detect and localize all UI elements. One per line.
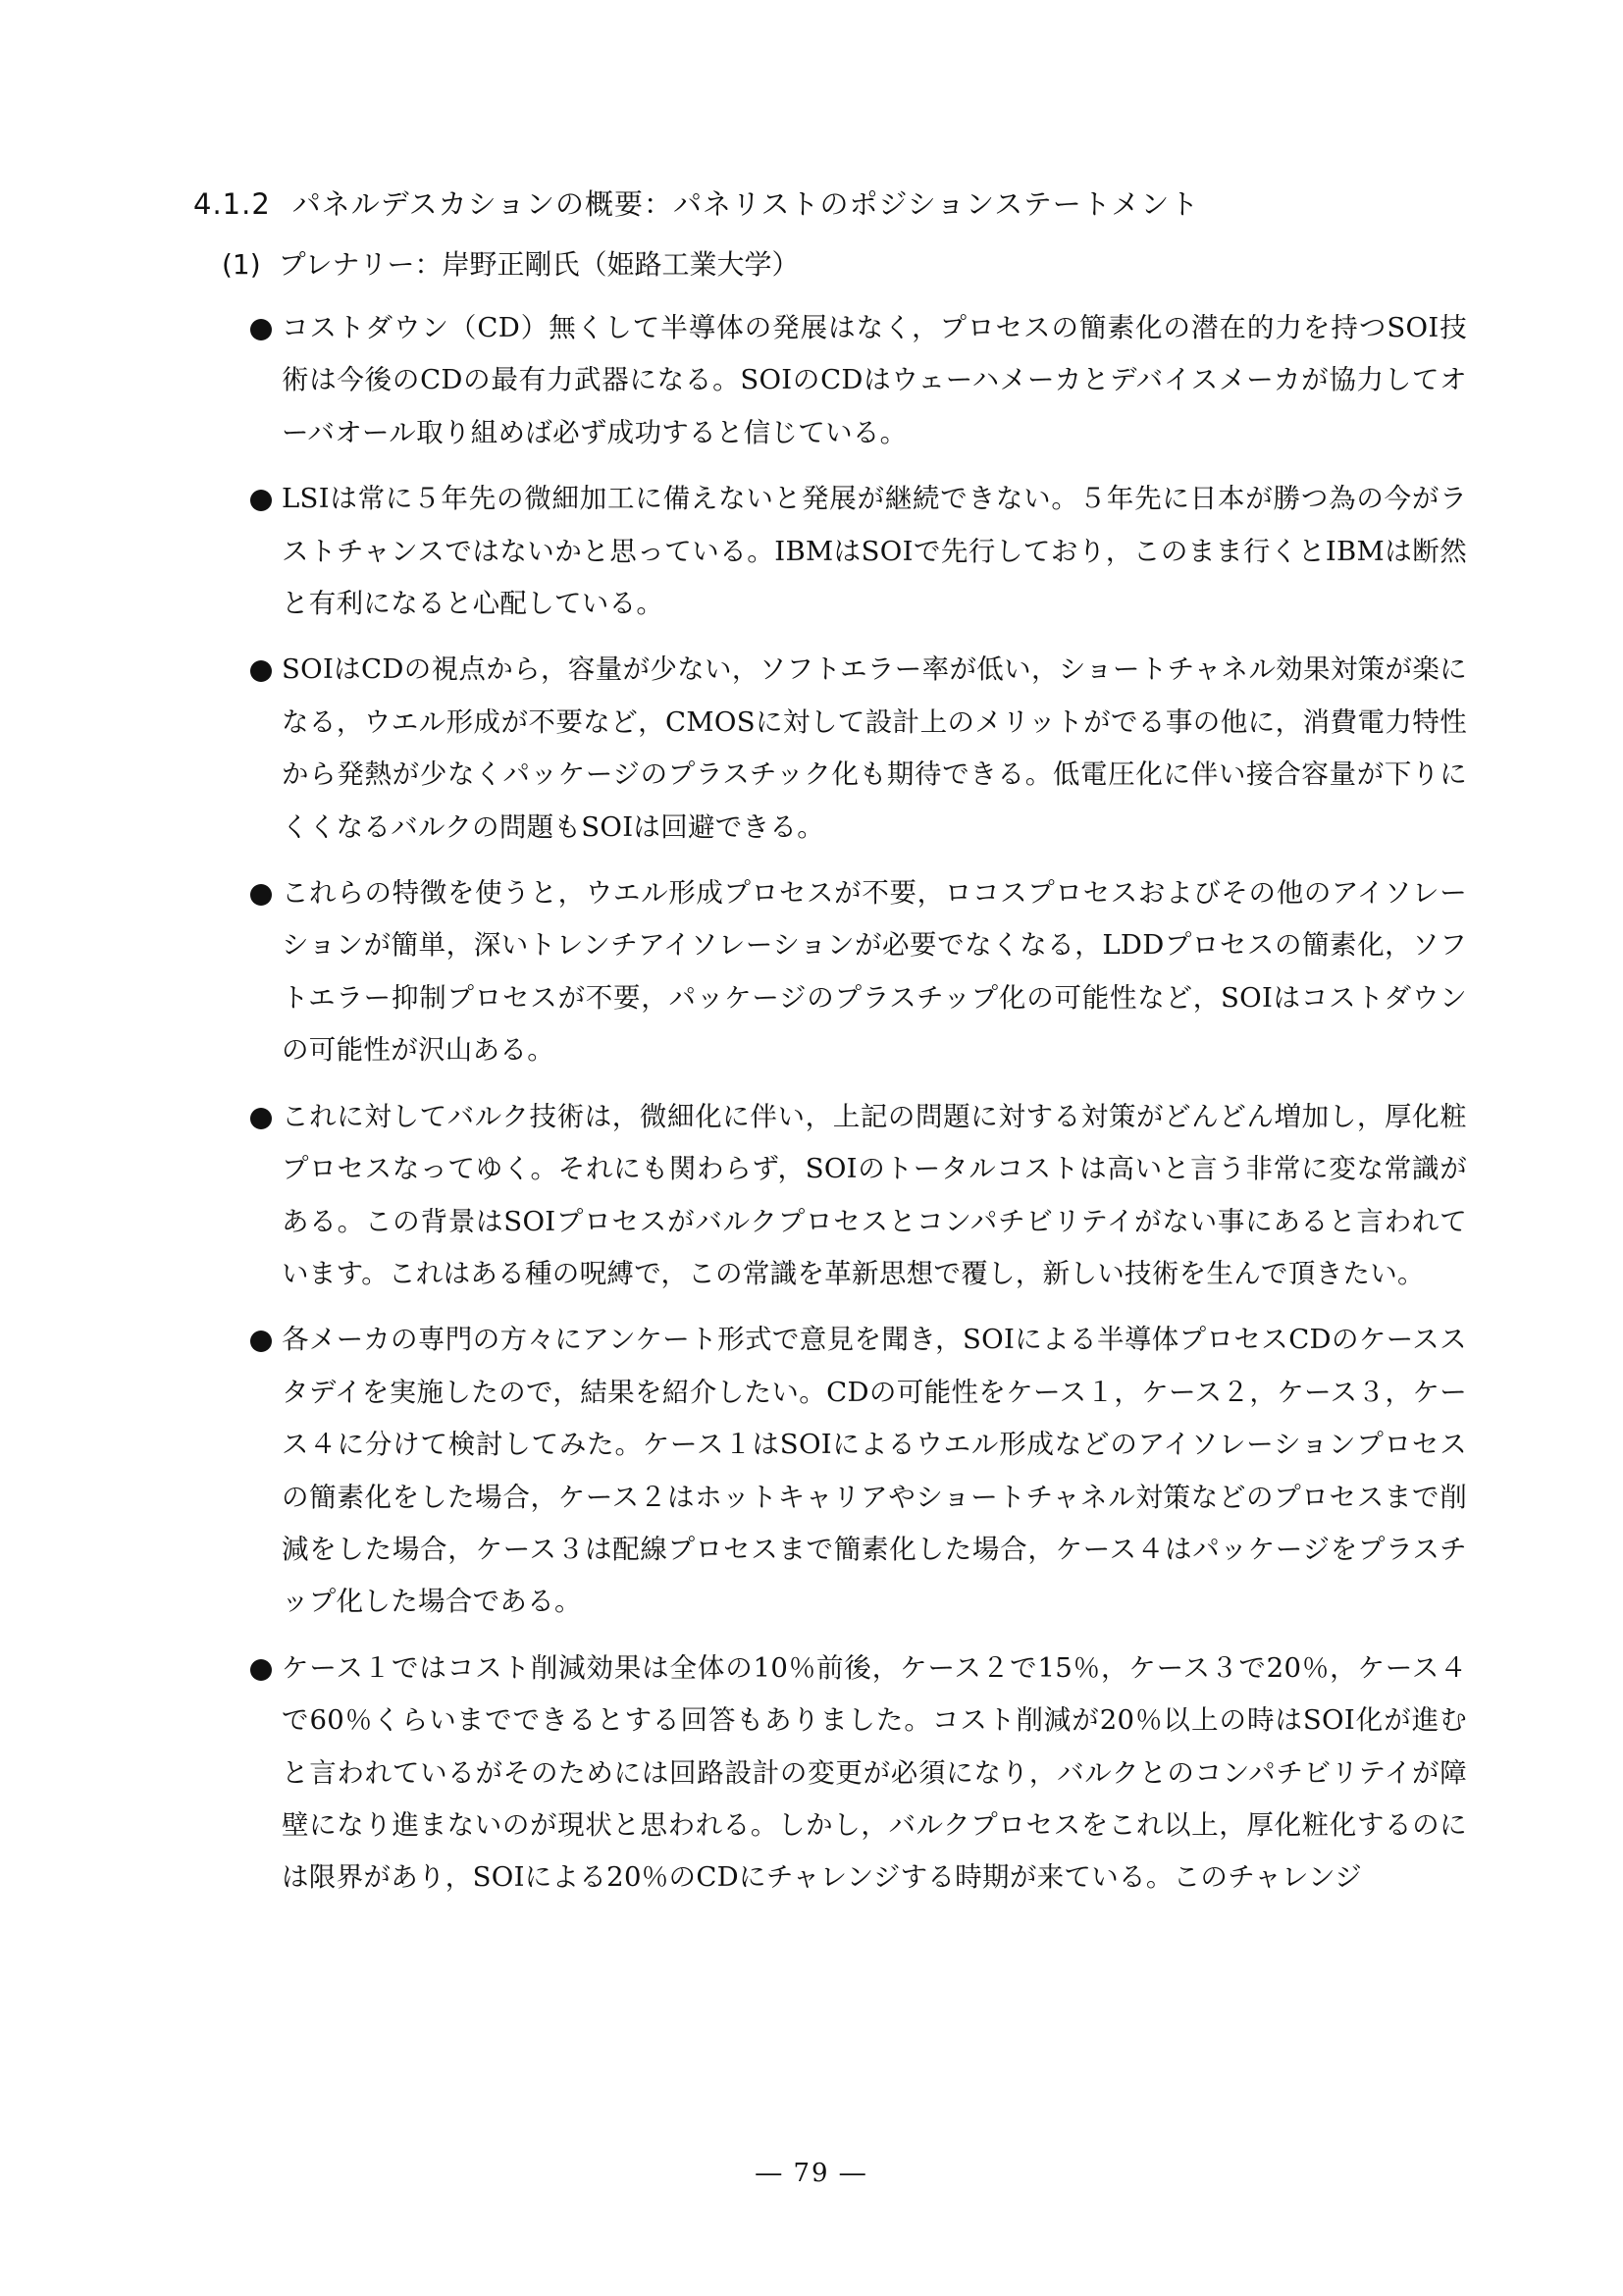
bullet-dot-icon <box>250 1108 272 1129</box>
subsection-heading <box>222 243 800 283</box>
bullet-item <box>250 867 1467 1077</box>
bullet-text: ケース１ではコスト削減効果は全体の10％前後，ケース２で15％，ケース３で20％，ケース４で60％くらいまでできるとする回答もありました。コスト削減が20％以上の時はSOI化が進むと言われているがそのためには回路設計の変更が必須になり，バルクとのコンパチビリテイが障壁になり進まないのが現状と思われる。しかし，バルクプロセスをこれ以上，厚化粧化するのには限界があり，SOIによる20％のCDにチャレンジする時期が来ている。このチャレンジ <box>282 1651 1467 1894</box>
bullet-dot-icon <box>250 490 272 511</box>
subsection-title: プレナリー：岸野正剛氏（姫路工業大学） <box>278 248 800 281</box>
bullet-dot-icon <box>250 1659 272 1681</box>
bullet-item <box>250 473 1467 630</box>
bullet-text: 各メーカの専門の方々にアンケート形式で意見を聞き，SOIによる半導体プロセスCDのケーススタデイを実施したので，結果を紹介したい。CDの可能性をケース１，ケース２，ケース３，ケース４に分けて検討してみた。ケース１はSOIによるウエル形成などのアイソレーションプロセスの簡素化をした場合，ケース２はホットキャリアやショートチャネル対策などのプロセスまで削減をした場合，ケース３は配線プロセスまで簡素化した場合，ケース４はパッケージをプラスチップ化した場合である。 <box>282 1324 1467 1618</box>
bullet-text: コストダウン（CD）無くして半導体の発展はなく，プロセスの簡素化の潜在的力を持つSOI技術は今後のCDの最有力武器になる。SOIのCDはウェーハメーカとデバイスメーカが協力してオーバオール取り組めば必ず成功すると信じている。 <box>282 312 1467 448</box>
bullet-item <box>250 1314 1467 1628</box>
bullet-text: これに対してバルク技術は，微細化に伴い，上記の問題に対する対策がどんどん増加し，厚化粧プロセスなってゆく。それにも関わらず，SOIのトータルコストは高いと言う非常に変な常識がある。この背景はSOIプロセスがバルクプロセスとコンパチビリテイがない事にあると言われています。これはある種の呪縛で，この常識を革新思想で覆し，新しい技術を生んで頂きたい。 <box>282 1100 1467 1289</box>
bullet-list <box>250 302 1467 1918</box>
bullet-text: これらの特徴を使うと，ウエル形成プロセスが不要，ロコスプロセスおよびその他のアイソレーションが簡単，深いトレンチアイソレーションが必要でなくなる，LDDプロセスの簡素化，ソフトエラー抑制プロセスが不要，パッケージのプラスチップ化の可能性など，SOIはコストダウンの可能性が沢山ある。 <box>282 877 1467 1067</box>
bullet-text: SOIはCDの視点から，容量が少ない，ソフトエラー率が低い，ショートチャネル効果対策が楽になる，ウエル形成が不要など，CMOSに対して設計上のメリットがでる事の他に，消費電力特性から発熱が少なくパッケージのプラスチック化も期待できる。低電圧化に伴い接合容量が下りにくくなるバルクの問題もSOIは回避できる。 <box>282 653 1467 843</box>
bullet-dot-icon <box>250 884 272 906</box>
bullet-dot-icon <box>250 1331 272 1352</box>
bullet-item <box>250 644 1467 854</box>
bullet-item <box>250 1091 1467 1301</box>
section-heading <box>193 183 1199 223</box>
bullet-item <box>250 1643 1467 1905</box>
section-title: パネルデスカションの概要：パネリストのポジションステートメント <box>291 187 1200 221</box>
subsection-number: (1) <box>222 248 261 281</box>
section-number: 4.1.2 <box>193 187 271 221</box>
bullet-dot-icon <box>250 660 272 682</box>
page-number: ― 79 ― <box>756 2159 867 2188</box>
bullet-dot-icon <box>250 319 272 340</box>
bullet-text: LSIは常に５年先の微細加工に備えないと発展が継続できない。５年先に日本が勝つ為の今がラストチャンスではないかと思っている。IBMはSOIで先行しており，このまま行くとIBMは断然と有利になると心配している。 <box>282 483 1467 620</box>
bullet-item <box>250 302 1467 459</box>
